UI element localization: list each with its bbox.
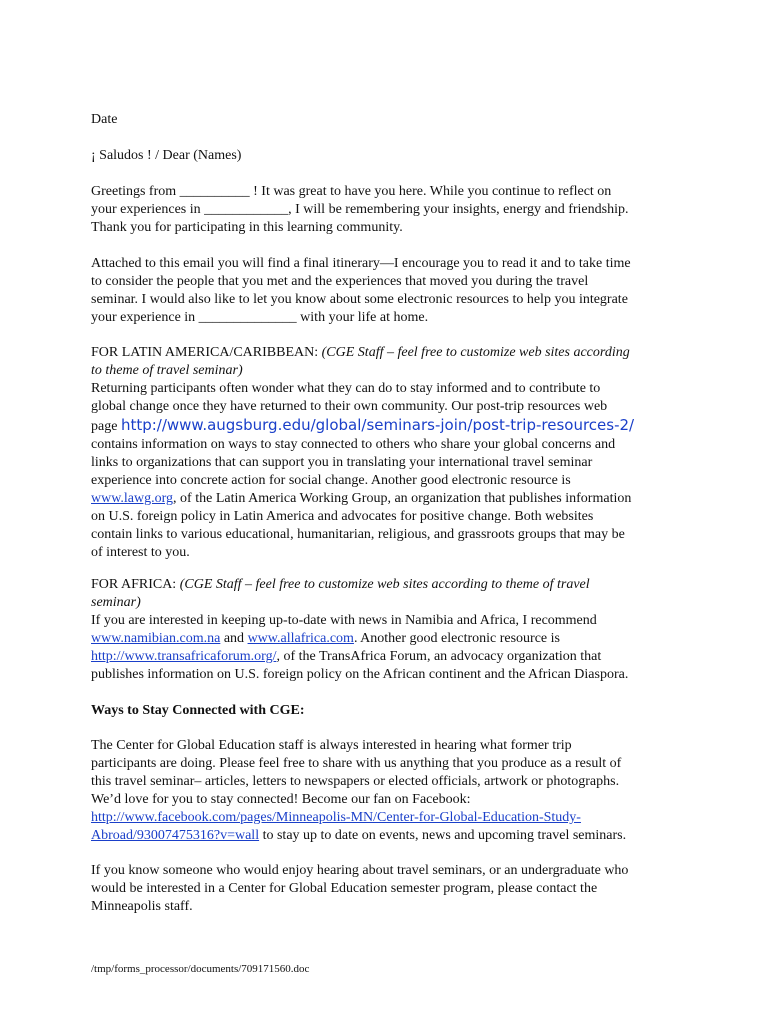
text-line: publishes information on U.S. foreign policy on the African continent and the African Diaspora. [91, 667, 629, 682]
text-fragment: , of the Latin America Working Group, an organization that publishes information [173, 491, 632, 506]
staff-note: to theme of travel seminar) [91, 363, 243, 378]
africa-section [91, 576, 691, 684]
ways-heading [91, 702, 691, 720]
text-fragment: to stay up to date on events, news and upcoming travel seminars. [259, 828, 627, 843]
facebook-link-continued[interactable]: Abroad/93007475316?v=wall [91, 828, 260, 843]
salutation [91, 147, 691, 165]
namibian-link[interactable]: www.namibian.com.na [91, 631, 221, 646]
text-line: Greetings from __________ ! It was great to have you here. While you continue to reflect on [91, 184, 612, 199]
staff-note: seminar) [91, 595, 141, 610]
text-line: links to organizations that can support you in translating your international travel seminar [91, 455, 593, 470]
cge-paragraph [91, 737, 691, 845]
date-line [91, 111, 691, 129]
text-line: your experiences in ____________, I will be remembering your insights, energy and friendship. [91, 202, 629, 217]
allafrica-link[interactable]: www.allafrica.com [247, 631, 354, 646]
text-line: experience into concrete action for social change. Another good electronic resource is [91, 473, 571, 488]
date-text: Date [91, 112, 118, 127]
text-line: this travel seminar– articles, letters to newspapers or elected officials, artwork or photographs. [91, 774, 620, 789]
text-line: seminar. I would also like to let you know about some electronic resources to help you integrate [91, 292, 628, 307]
text-line [91, 490, 691, 508]
transafrica-link[interactable]: http://www.transafricaforum.org/ [91, 649, 277, 664]
text-line: We’d love for you to stay connected! Become our fan on Facebook: [91, 792, 471, 807]
text-fragment: page [91, 419, 121, 434]
text-line [91, 630, 691, 648]
text-line: Returning participants often wonder what they can do to stay informed and to contribute to [91, 381, 601, 396]
ways-heading-text: Ways to Stay Connected with CGE: [91, 703, 305, 718]
text-line: Attached to this email you will find a final itinerary—I encourage you to read it and to take time [91, 256, 631, 271]
text-line: to consider the people that you met and the experiences that moved you during the travel [91, 274, 589, 289]
text-line: on U.S. foreign policy in Latin America and advocates for positive change. Both websites [91, 509, 594, 524]
staff-note: (CGE Staff – feel free to customize web sites according [321, 345, 630, 360]
staff-note: (CGE Staff – feel free to customize web sites according to theme of travel [179, 577, 590, 592]
text-line [91, 648, 691, 666]
text-line: The Center for Global Education staff is always interested in hearing what former trip [91, 738, 572, 753]
text-line: Thank you for participating in this learning community. [91, 220, 403, 235]
lawg-link[interactable]: www.lawg.org [91, 491, 174, 506]
text-line: contains information on ways to stay connected to others who share your global concerns and [91, 437, 616, 452]
text-line [91, 416, 691, 436]
text-line: If you know someone who would enjoy hearing about travel seminars, or an undergraduate who [91, 863, 629, 878]
latin-america-heading-line [91, 344, 691, 362]
closing-paragraph [91, 862, 691, 916]
text-line: Minneapolis staff. [91, 899, 193, 914]
section-heading: FOR LATIN AMERICA/CARIBBEAN: [91, 345, 322, 360]
greeting-paragraph [91, 183, 691, 237]
text-fragment: and [220, 631, 248, 646]
text-fragment: , of the TransAfrica Forum, an advocacy organization that [276, 649, 602, 664]
text-line: would be interested in a Center for Global Education semester program, please contact the [91, 881, 598, 896]
itinerary-paragraph [91, 255, 691, 327]
footer-file-path: /tmp/forms_processor/documents/709171560.doc [91, 963, 310, 975]
latin-america-section [91, 344, 691, 562]
salutation-text: ¡ Saludos ! / Dear (Names) [91, 148, 242, 163]
facebook-link[interactable]: http://www.facebook.com/pages/Minneapolis-MN/Center-for-Global-Education-Study- [91, 810, 581, 825]
text-line: global change once they have returned to their own community. Our post-trip resources web [91, 399, 608, 414]
text-line: participants are doing. Please feel free to share with us anything that you produce as a result of [91, 756, 622, 771]
augsburg-resources-link[interactable]: http://www.augsburg.edu/global/seminars-join/post-trip-resources-2/ [120, 416, 635, 434]
text-line [91, 809, 691, 827]
text-line: contain links to various educational, humanitarian, religious, and grassroots groups that may be [91, 527, 625, 542]
text-line: If you are interested in keeping up-to-date with news in Namibia and Africa, I recommend [91, 613, 597, 628]
africa-heading-line [91, 576, 691, 594]
text-line: of interest to you. [91, 545, 190, 560]
text-line [91, 827, 691, 845]
text-line: your experience in ______________ with your life at home. [91, 310, 429, 325]
section-heading: FOR AFRICA: [91, 577, 180, 592]
text-fragment: . Another good electronic resource is [353, 631, 560, 646]
